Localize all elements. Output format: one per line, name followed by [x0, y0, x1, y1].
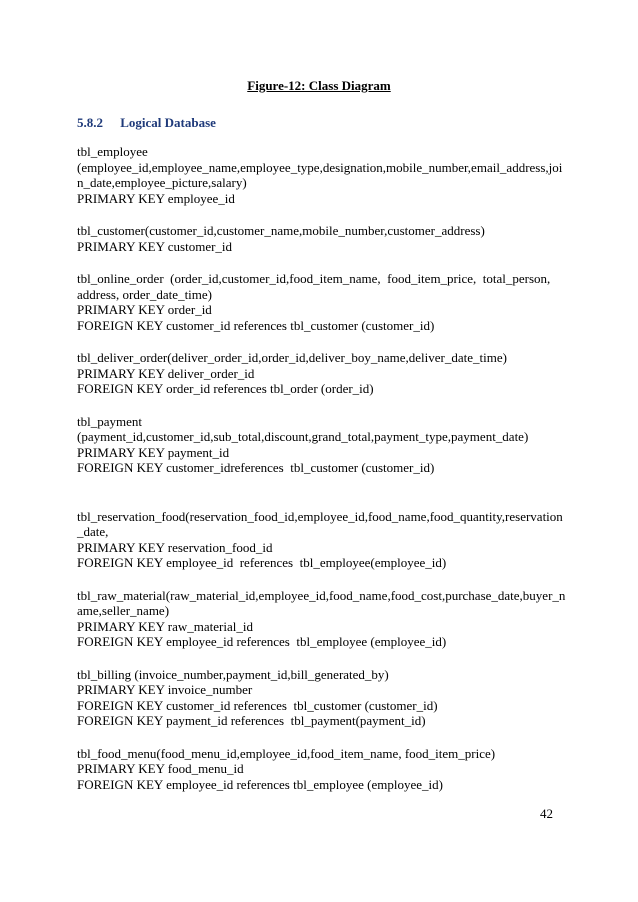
schema-line: ame,seller_name): [77, 603, 170, 618]
schema-line: PRIMARY KEY reservation_food_id: [77, 539, 273, 555]
section-title: Logical Database: [120, 115, 216, 130]
schema-line: tbl_billing (invoice_number,payment_id,bill_generated_by): [77, 666, 389, 682]
page-number: 42: [540, 806, 553, 821]
schema-line: FOREIGN KEY customer_id references tbl_customer (customer_id): [77, 317, 435, 333]
table-definition-raw-material: [77, 587, 566, 650]
schema-line: tbl_employee: [77, 144, 148, 159]
schema-line: FOREIGN KEY payment_id references tbl_payment(payment_id): [77, 713, 426, 728]
schema-line: PRIMARY KEY order_id: [77, 302, 212, 317]
schema-line: n_date,employee_picture,salary): [77, 175, 247, 190]
schema-line: PRIMARY KEY customer_id: [77, 238, 233, 254]
schema-line: FOREIGN KEY employee_id references tbl_employee(employee_id): [77, 555, 447, 570]
schema-line: _date,: [77, 524, 109, 539]
schema-line: tbl_food_menu(food_menu_id,employee_id,food_item_name, food_item_price): [77, 745, 496, 761]
schema-line: tbl_reservation_food(reservation_food_id,employee_id,food_name,food_quantity,reservation: [77, 508, 563, 524]
schema-line: FOREIGN KEY employee_id references tbl_employee (employee_id): [77, 634, 447, 649]
section-number: 5.8.2: [77, 115, 103, 130]
section-heading: [77, 115, 216, 131]
schema-line: tbl_online_order (order_id,customer_id,food_item_name, food_item_price, total_person,: [77, 271, 551, 286]
schema-line: PRIMARY KEY deliver_order_id: [77, 365, 255, 381]
schema-line: tbl_payment: [77, 413, 142, 429]
table-definition-food-menu: [77, 746, 562, 793]
schema-line: PRIMARY KEY invoice_number: [77, 682, 253, 697]
table-definition-deliver-order: [77, 350, 562, 397]
table-definition-online-order: [77, 271, 562, 333]
schema-line: PRIMARY KEY raw_material_id: [77, 618, 253, 634]
table-definition-employee: [77, 144, 562, 206]
schema-line: PRIMARY KEY employee_id: [77, 190, 235, 206]
schema-line: FOREIGN KEY employee_id references tbl_employee (employee_id): [77, 776, 443, 792]
schema-line: PRIMARY KEY food_menu_id: [77, 761, 244, 776]
schema-line: FOREIGN KEY customer_idreferences tbl_customer (customer_id): [77, 460, 435, 475]
table-definition-customer: [77, 223, 562, 254]
schema-line: FOREIGN KEY customer_id references tbl_customer (customer_id): [77, 697, 438, 713]
schema-line: FOREIGN KEY order_id references tbl_order (order_id): [77, 381, 374, 396]
schema-line: tbl_customer(customer_id,customer_name,mobile_number,customer_address): [77, 223, 485, 238]
schema-line: PRIMARY KEY payment_id: [77, 444, 230, 460]
figure-caption: Figure-12: Class Diagram: [247, 78, 391, 93]
table-definition-billing: [77, 667, 562, 729]
logical-database-schema: [77, 144, 566, 809]
schema-line: (employee_id,employee_name,employee_type,designation,mobile_number,email_address,joi: [77, 159, 563, 175]
table-definition-reservation-food: [77, 509, 562, 571]
schema-line: tbl_deliver_order(deliver_order_id,order_id,deliver_boy_name,deliver_date_time): [77, 350, 507, 365]
schema-line: tbl_raw_material(raw_material_id,employee_id,food_name,food_cost,purchase_date,buyer_n: [77, 587, 566, 603]
table-definition-payment: [77, 414, 562, 476]
schema-line: address, order_date_time): [77, 286, 213, 302]
schema-line: (payment_id,customer_id,sub_total,discount,grand_total,payment_type,payment_date): [77, 429, 529, 444]
